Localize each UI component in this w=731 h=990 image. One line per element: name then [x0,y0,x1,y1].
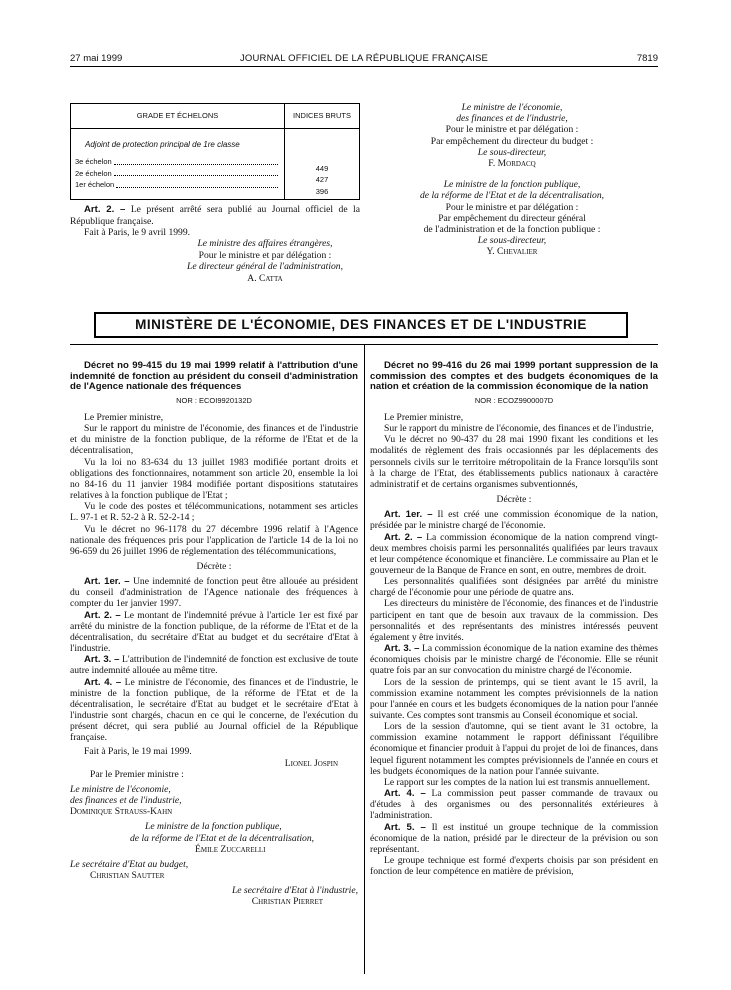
article-5: Art. 5. – Il est institué un groupe technique de la commission économique de la nation, présidé par le directeur de la prévision ou son représentant. [370,821,658,855]
article-2: Art. 2. – La commission économique de la nation comprend vingt-deux membres choisis parmi les personnalités qualifiées par leurs travaux et leur compétence économique et financière. Le commissaire au Plan et le gouverneur de la Banque de France en sont, en outre, membres de droit. [370,531,658,576]
nor-reference: NOR : ECOZ9900007D [474,395,554,405]
decree-99-415: Décret no 99-415 du 19 mai 1999 relatif à l'attribution d'une indemnité de fonction au président du conseil d'administration de l'Agence nationale des fréquences NOR : ECOI9920132D Le Premier ministre, Sur le rapport du ministre de l'économie, des finances et de l'industrie et du ministre de la fonction publique, de la réforme de l'Etat et de la décentralisation, Vu la loi no 83-634 du 13 juillet 1983 modifiée portant droits et obligations des fonctionnaires, notamment son article 20, ensemble la loi no 84-16 du 11 janvier 1984 modifiée portant dispositions statutaires relatives à la fonction publique de l'Etat ; Vu le code des postes et télécommunications, notamment ses articles L. 97-1 et R. 52-2 à R. 52-2-14 ; Vu le décret no 96-1178 du 27 décembre 1996 relatif à l'Agence nationale des fréquences pris pour l'application de l'article 14 de la loi no 96-659 du 26 juillet 1996 de réglementation des télécommunications, Décrète : Art. 1er. – Une indemnité de fonction peut être allouée au président du conseil d'administration de l'Agence nationale des fréquences à compter du 1er janvier 1997. Art. 2. – Le montant de l'indemnité prévue à l'article 1er est fixé par arrêté du ministre de la fonction publique, de la réforme de l'Etat et de la décentralisation, du secrétaire d'Etat au budget et du secrétaire d'Etat à l'industrie. Art. 3. – L'attribution de l'indemnité de fonction est exclusive de toute autre indemnité allouée au même titre. Art. 4. – Le ministre de l'économie, des finances et de l'industrie, le ministre de la fonction publique, de la réforme de l'Etat et de la décentralisation, le secrétaire d'Etat au budget et le secrétaire d'Etat à l'industrie sont chargés, chacun en ce qui le concerne, de l'exécution du présent décret, qui sera publié au Journal officiel de la République française. Fait à Paris, le 19 mai 1999. Lionel Jospin Par le Premier ministre : Le ministre de l'économie, des finances et de l'industrie, Dominique Strauss-Kahn Le ministre de la fonction publique, de la réforme de l'Etat et de la décentralisation, Émile Zuccarelli Le secrétaire d'Etat au budget, Christian Sautter Le secrétaire d'Etat à l'industrie, Christian Pierret [70,360,358,908]
previous-decree-left [70,103,360,284]
header-page-number: 7819 [636,53,658,64]
decree-title: Décret no 99-416 du 26 mai 1999 portant suppression de la commission des comptes et des budgets économiques de la nation et création de la commission économique de la nation [370,360,658,393]
header-rule [70,66,658,67]
article-2: Art. 2. – Le montant de l'indemnité prévue à l'article 1er est fixé par arrêté du ministre de la fonction publique, de la réforme de l'Etat et de la décentralisation, du secrétaire d'Etat au budget et du secrétaire d'Etat à l'industrie. [70,609,358,655]
table-cell-value: 396 [315,186,329,196]
grade-table [70,103,360,200]
ministry-heading: MINISTÈRE DE L'ÉCONOMIE, DES FINANCES ET DE L'INDUSTRIE [94,312,628,338]
grade-column-header: GRADE ET ÉCHELONS [71,104,285,129]
decrete: Décrète : [196,560,232,572]
decree-title: Décret no 99-415 du 19 mai 1999 relatif à l'attribution d'une indemnité de fonction au président du conseil d'administration de l'Agence nationale des fréquences [70,360,358,393]
article-4: Art. 4. – La commission peut passer commande de travaux ou d'études à des organismes ou des personnalités extérieures à l'administration. [370,788,658,822]
article-1: Art. 1er. – Une indemnité de fonction peut être allouée au président du conseil d'administration de l'Agence nationale des fréquences à compter du 1er janvier 1997. [70,576,358,610]
signature-block: Le ministre des affaires étrangères, Pour le ministre et par délégation : Le directeur général de l'administration, A. Catta [187,238,343,284]
page-header [70,53,658,67]
previous-decree-right: Le ministre de l'économie, des finances et de l'industrie, Pour le ministre et par délégation : Par empêchement du directeur du budget : Le sous-directeur, F. Mordacq Le ministre de la fonction publique, de la réforme de l'Etat et de la décentralisation, Pour le ministre et par délégation : Par empêchement du directeur général de l'administration et de la fonction publique : Le sous-directeur, Y. Chevalier [419,102,605,258]
article-1: Art. 1er. – Il est créé une commission économique de la nation, présidée par le ministre chargé de l'économie. [370,509,658,532]
table-row: 3e échelon [75,156,280,167]
table-cell-value: 449 [315,164,329,173]
column-divider [364,344,365,974]
article-2: Art. 2. – Le présent arrêté sera publié au Journal officiel de la République française. [70,204,360,227]
indices-column-header: INDICES BRUTS [285,104,360,129]
pm-signer: Lionel Jospin [284,757,338,769]
article-3: Art. 3. – La commission économique de la nation examine des thèmes économiques choisis par le ministre chargé de l'économie. Elle se réunit quatre fois par an sur convocation du ministre chargé de l'économie. [370,643,658,677]
article-4: Art. 4. – Le ministre de l'économie, des finances et de l'industrie, le ministre de la fonction publique, de la réforme de l'Etat et de la décentralisation, le secrétaire d'Etat au budget et le secrétaire d'Etat à l'industrie sont chargés, chacun en ce qui le concerne, de l'exécution du présent décret, qui sera publié au Journal officiel de la République française. [70,676,358,744]
article-3: Art. 3. – L'attribution de l'indemnité de fonction est exclusive de toute autre indemnité allouée au même titre. [70,654,358,677]
decree-99-416: Décret no 99-416 du 26 mai 1999 portant suppression de la commission des comptes et des budgets économiques de la nation et création de la commission économique de la nation NOR : ECOZ9900007D Le Premier ministre, Sur le rapport du ministre de l'économie, des finances et de l'industrie, Vu le décret no 90-437 du 28 mai 1990 fixant les conditions et les modalités de règlement des frais occasionnés par les déplacements des personnels civils sur le territoire métropolitain de la France lorsqu'ils sont à la charge de l'Etat, des établissements publics nationaux à caractère administratif et de certains organismes subventionnés, Décrète : Art. 1er. – Il est créé une commission économique de la nation, présidée par le ministre chargé de l'économie. Art. 2. – La commission économique de la nation comprend vingt-deux membres choisis parmi les personnalités qualifiées par leurs travaux et leur compétence économique et financière. Le commissaire au Plan et le gouverneur de la Banque de France en sont, en outre, membres de droit. Les personnalités qualifiées sont désignées par arrêté du ministre chargé de l'économie pour une période de quatre ans. Les directeurs du ministère de l'économie, des finances et de l'industrie participent en tant que de besoin aux travaux de la commission. Des personnalités et des représentants des ministres intéressés peuvent également y être invités. Art. 3. – La commission économique de la nation examine des thèmes économiques choisis par le ministre chargé de l'économie. Elle se réunit quatre fois par an sur convocation du ministre chargé de l'économie. Lors de la session de printemps, qui se tient avant le 15 avril, la commission examine notamment les comptes prévisionnels de la nation pour l'année en cours et les budgets économiques de la nation pour l'année suivante. Ces comptes sont transmis au Conseil économique et social. Lors de la session d'automne, qui se tient avant le 31 octobre, la commission examine notamment le rapport définissant l'équilibre économique et financier produit à l'appui du projet de loi de finances, dans lequel figurent notamment les comptes prévisionnels de l'année en cours et les budgets économiques de la nation pour l'année suivante. Le rapport sur les comptes de la nation lui est transmis annuellement. Art. 4. – La commission peut passer commande de travaux ou d'études à des organismes ou des personnalités extérieures à l'administration. Art. 5. – Il est institué un groupe technique de la commission économique de la nation, présidé par le directeur de la prévision ou son représentant. Le groupe technique est formé d'experts choisis par son président en fonction de leur compétence en matière de prévision, [370,360,658,878]
nor-reference: NOR : ECOI9920132D [176,395,252,405]
done-at: Fait à Paris, le 9 avril 1999. [84,227,191,239]
table-row: 1er échelon [75,179,280,190]
table-cell-value: 427 [315,175,329,185]
decrete: Décrète : [496,494,532,506]
grade-name: Adjoint de protection principal de 1re classe [85,140,240,149]
header-date: 27 mai 1999 [70,53,123,64]
done-at: Fait à Paris, le 19 mai 1999. [84,746,192,758]
table-row: 2e échelon [75,168,280,179]
header-journal-title: JOURNAL OFFICIEL DE LA RÉPUBLIQUE FRANÇAISE [239,53,489,64]
